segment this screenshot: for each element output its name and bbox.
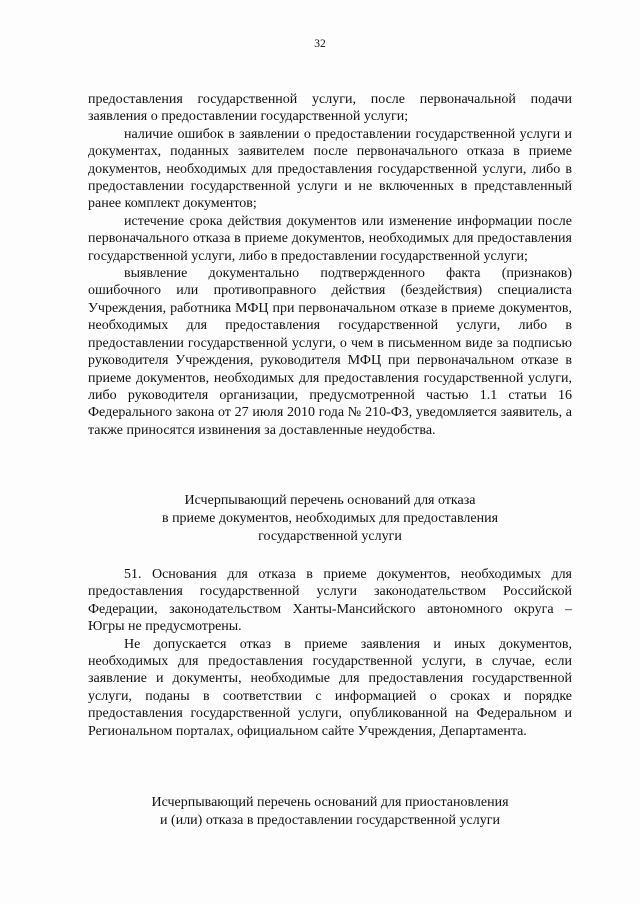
paragraph-errors-in-application: наличие ошибок в заявлении о предоставлении государственной услуги и документах, поданных заявителем после первоначального отказа в приеме документов, необходимых для предоставления государственной услуги, либо в предоставлении государственной услуги и не включенных в представленный ранее комплект документов; bbox=[88, 126, 572, 212]
heading-line: Исчерпывающий перечень оснований для приостановления bbox=[151, 795, 509, 810]
heading-line: и (или) отказа в предоставлении государственной услуги bbox=[160, 813, 500, 828]
heading-line: государственной услуги bbox=[258, 529, 402, 544]
paragraph-continuation: предоставления государственной услуги, после первоначальной подачи заявления о предоставлении государственной услуги; bbox=[88, 92, 572, 125]
page-number: 32 bbox=[314, 38, 326, 50]
heading-line: Исчерпывающий перечень оснований для отказа bbox=[184, 493, 476, 508]
paragraph-expiration-of-documents: истечение срока действия документов или изменение информации после первоначального отказа в приеме документов, необходимых для предоставления государственной услуги, либо в предоставлении государственной услуги; bbox=[88, 213, 572, 264]
paragraph-erroneous-action: выявление документально подтвержденного факта (признаков) ошибочного или противоправного действия (бездействия) специалиста Учреждения, работника МФЦ при первоначальном отказе в приеме документов, необходимых для предоставления государственной услуги, либо в предоставлении государственной услуги, о чем в письменном виде за подписью руководителя Учреждения, руководителя МФЦ при первоначальном отказе в приеме документов, необходимых для предоставления государственной услуги, либо руководителя организации, предусмотренной частью 1.1 статьи 16 Федерального закона от 27 июля 2010 года № 210-ФЗ, уведомляется заявитель, а также приносятся извинения за доставленные неудобства. bbox=[88, 266, 572, 438]
paragraph-refusal-not-allowed: Не допускается отказ в приеме заявления и иных документов, необходимых для предоставления государственной услуги, в случае, если заявление и документы, необходимые для предоставления государственной услуги, поданы в соответствии с информацией о сроках и порядке предоставления государственной услуги, опубликованной на Федеральном и Региональном порталах, официальном сайте Учреждения, Департамента. bbox=[88, 636, 572, 739]
section-heading-refusal-grounds bbox=[88, 492, 572, 546]
section-heading-suspension-grounds bbox=[88, 794, 572, 830]
paragraph-item-51: 51. Основания для отказа в приеме документов, необходимых для предоставления государственной услуги законодательством Российской Федерации, законодательством Ханты-Мансийского автономного округа – Югры не предусмотрены. bbox=[88, 567, 572, 635]
body-text-block bbox=[88, 91, 572, 439]
heading-line: в приеме документов, необходимых для предоставления bbox=[161, 511, 499, 526]
section-text-block bbox=[88, 566, 572, 740]
